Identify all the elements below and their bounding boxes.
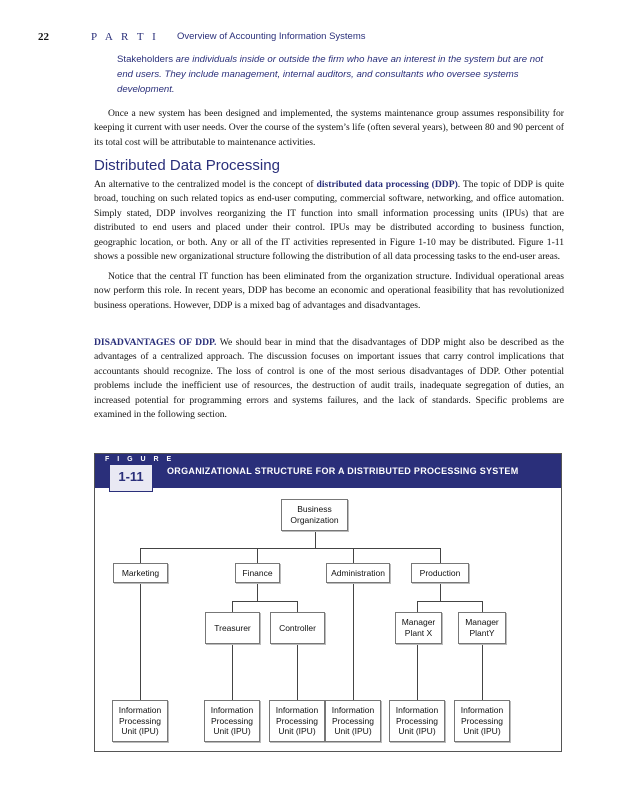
connector xyxy=(417,644,418,700)
org-box-subunit: Controller xyxy=(270,612,325,644)
org-box-department: Finance xyxy=(235,563,280,583)
figure-1-11 xyxy=(94,453,562,752)
connector xyxy=(417,601,418,612)
page-number: 22 xyxy=(38,31,49,43)
running-title: Overview of Accounting Information Systems xyxy=(177,31,366,42)
connector xyxy=(140,548,141,563)
connector xyxy=(417,601,482,602)
connector xyxy=(232,601,297,602)
figure-label: F I G U R E xyxy=(105,456,175,463)
org-box-department: Administration xyxy=(326,563,390,583)
connector xyxy=(315,531,316,548)
maintenance-paragraph: Once a new system has been designed and implemented, the systems maintenance group assumes responsibility for keeping it current with user needs. Over the course of the system’s life (often several years), between 80 and 90 percent of its total cost will be attributable to maintenance activities. xyxy=(94,108,564,148)
disadvantages-paragraph xyxy=(94,336,564,422)
connector xyxy=(232,644,233,700)
definition-text: are individuals inside or outside the firm who have an interest in the system but are not end users. They include management, internal auditors, and consultants who oversee systems development. xyxy=(117,54,544,95)
connector xyxy=(440,548,441,563)
figure-number: 1-11 xyxy=(118,469,144,484)
ddp-keyword: distributed data processing (DDP) xyxy=(316,179,458,190)
figure-header xyxy=(95,454,561,488)
definition-term: Stakeholders xyxy=(117,54,173,65)
connector xyxy=(353,548,354,563)
org-box-department: Marketing xyxy=(113,563,168,583)
org-box-subunit: Manager PlantY xyxy=(458,612,506,644)
connector xyxy=(140,583,141,700)
connector xyxy=(482,601,483,612)
section-heading: Distributed Data Processing xyxy=(94,157,280,174)
connector xyxy=(297,601,298,612)
org-box-ipu: Information Processing Unit (IPU) xyxy=(389,700,445,742)
connector xyxy=(257,583,258,601)
org-box-ipu: Information Processing Unit (IPU) xyxy=(454,700,510,742)
org-box-ipu: Information Processing Unit (IPU) xyxy=(204,700,260,742)
figure-number-tab xyxy=(109,464,153,492)
org-box-department: Production xyxy=(411,563,469,583)
ddp-intro-text: An alternative to the centralized model is the concept of xyxy=(94,179,317,190)
org-box-ipu: Information Processing Unit (IPU) xyxy=(325,700,381,742)
org-box-ipu: Information Processing Unit (IPU) xyxy=(269,700,325,742)
stakeholders-definition xyxy=(117,53,557,98)
figure-caption: ORGANIZATIONAL STRUCTURE FOR A DISTRIBUTED PROCESSING SYSTEM xyxy=(167,466,519,476)
org-box-subunit: Manager Plant X xyxy=(395,612,442,644)
connector xyxy=(140,548,440,549)
connector xyxy=(482,644,483,700)
ddp-intro-paragraph xyxy=(94,178,564,264)
org-box-ipu: Information Processing Unit (IPU) xyxy=(112,700,168,742)
connector xyxy=(440,583,441,601)
connector xyxy=(297,644,298,700)
org-box-root: Business Organization xyxy=(281,499,348,531)
ddp-intro-text-rest: . The topic of DDP is quite broad, touching on such related topics as end-user computing, commercial software, networking, and office automation. Simply stated, DDP involves reorganizing the IT function into small information processing units (IPUs) that are distributed to end users and placed under their control. IPUs may be distributed according to business function, geographic location, or both. Any or all of the IT activities represented in Figure 1-10 may be distributed. Figure 1-11 shows a possible new organizational structure following the distribution of all data processing tasks to the end-user areas. xyxy=(94,179,564,262)
org-box-subunit: Treasurer xyxy=(205,612,260,644)
connector xyxy=(353,583,354,700)
part-label: P A R T I xyxy=(91,31,159,43)
disadvantages-runin-heading: DISADVANTAGES OF DDP. xyxy=(94,337,217,348)
connector xyxy=(257,548,258,563)
disadvantages-text: We should bear in mind that the disadvantages of DDP might also be described as the advantages of a centralized approach. The discussion focuses on important issues that carry control implications that accountants should recognize. The loss of control is one of the most serious disadvantages of DDP. Other potential problems include the inefficient use of resources, the destruction of audit trails, inadequate segregation of duties, an increased potential for programming errors and systems failures, and the lack of standards. Specific problems are examined in the following section. xyxy=(94,337,565,420)
notice-paragraph: Notice that the central IT function has been eliminated from the organization structure. Individual operational areas now perform this role. In recent years, DDP has become an economic and operational feasibility that has revolutionized business operations. However, DDP is a mixed bag of advantages and disadvantages. xyxy=(94,271,564,311)
connector xyxy=(232,601,233,612)
